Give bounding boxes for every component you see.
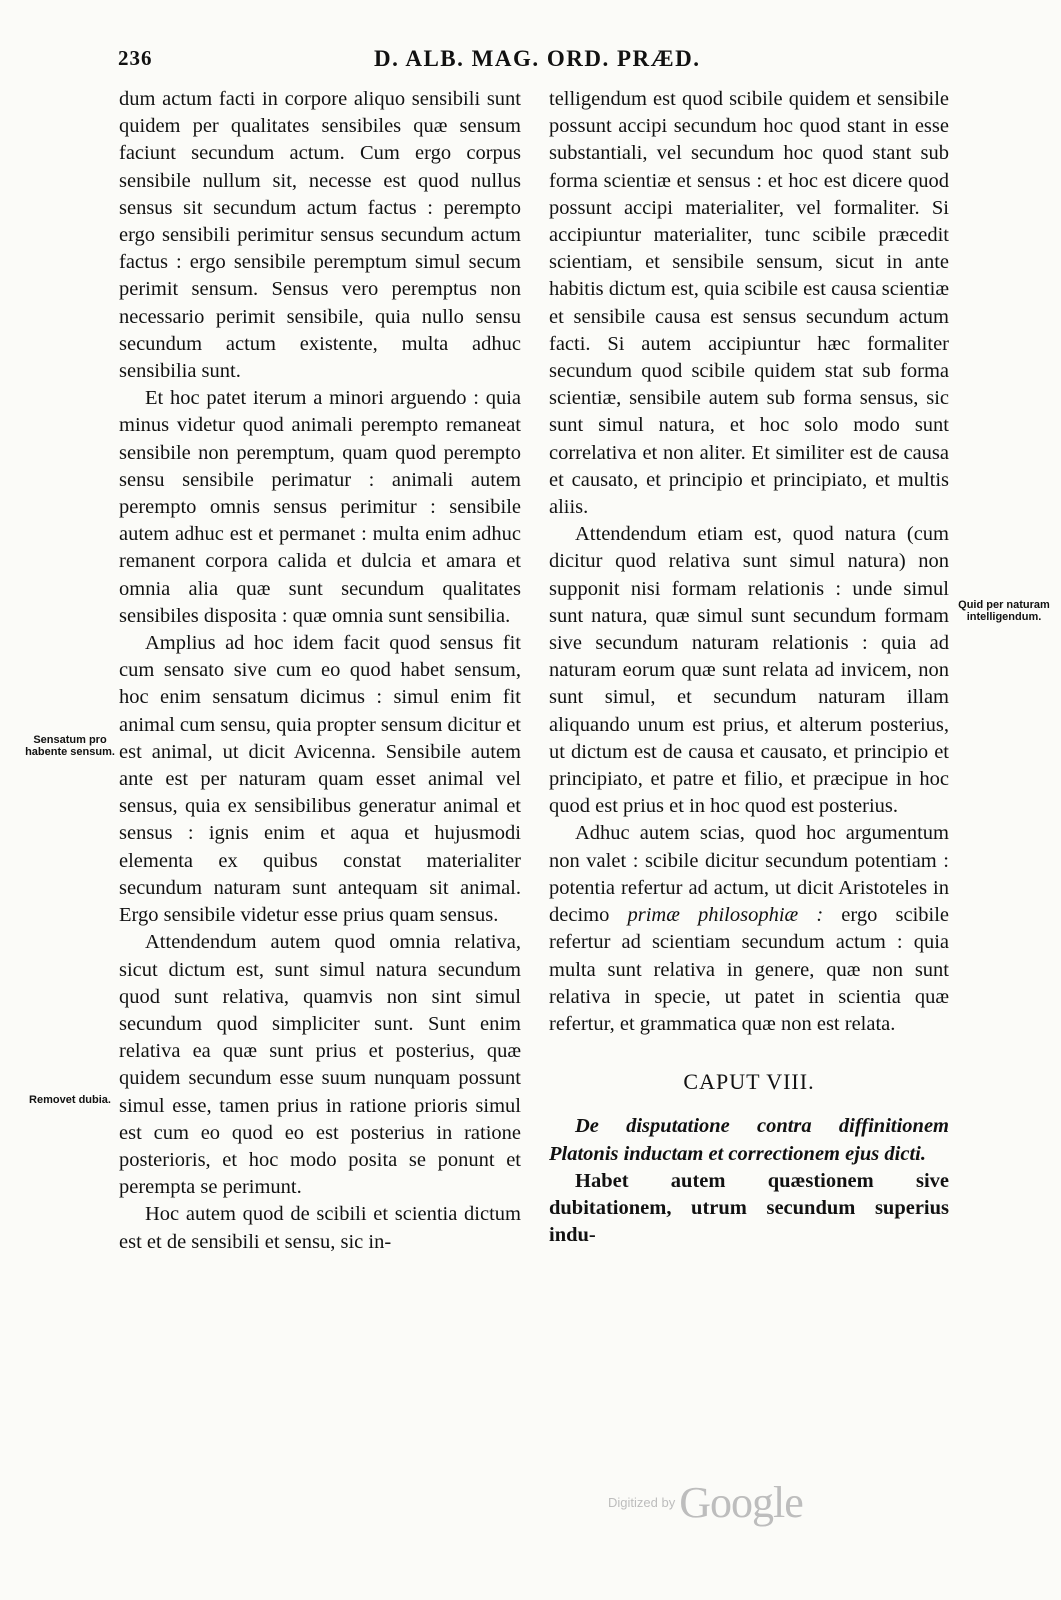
margin-note-sensatum: Sensatum pro habente sensum. xyxy=(25,734,115,758)
left-column xyxy=(119,86,521,1256)
right-paragraph-3-text-b: ergo scibile refertur ad scientiam secundum actum : quia multa sunt relativa in genere, quæ non sunt relativa in specie, ut patet in scientia quæ refertur, et grammatica quæ non est relata. xyxy=(549,904,949,1035)
google-logo: Google xyxy=(679,1478,803,1527)
margin-note-quid: Quid per naturam intelligendum. xyxy=(958,599,1050,623)
right-paragraph-3-italic: primæ philosophiæ : xyxy=(627,904,824,927)
page-number: 236 xyxy=(118,46,153,70)
left-paragraph-5: Hoc autem quod de scibili et scientia dictum est et de sensibili et sensu, sic in- xyxy=(119,1203,521,1253)
right-paragraph-3 xyxy=(549,820,949,1038)
right-paragraph-1: telligendum est quod scibile quidem et sensibile possunt accipi secundum hoc quod stant in esse substantiali, vel secundum hoc quod stant sub forma scientiæ et sensus : et hoc est dicere quod possunt accipi materialiter, vel formaliter. Si accipiuntur materialiter, tunc scibile præcedit scientiam, et sensibile sensum, sicut in ante habitis dictum est, quia scibile est causa scientiæ et sensibile causa est sensus secundum actum facti. Si autem accipiuntur hæc formaliter secundum quod scibile quidem stat sub forma scientiæ, sensibile autem sub forma sensus, sic sunt simul natura, et hoc solo modo sunt correlativa et non aliter. Et similiter est de causa et causato, et principio et principiato, et multis aliis. xyxy=(549,88,949,519)
chapter-subtitle: De disputatione contra diffinitionem Platonis inductam et correctionem ejus dicti. xyxy=(549,1115,949,1165)
page-header xyxy=(0,46,1061,78)
right-paragraph-2: Attendendum etiam est, quod natura (cum dicitur quod relativa sunt simul natura) non supponit nisi formam relationis : unde simul sunt natura, quæ simul sunt secundum formam sive secundum naturam relationis : quia ad naturam eorum quæ sunt relata ad invicem, non sunt simul, et secundum naturam illam aliquando unum est prius, et alterum posterius, ut dictum est de causa et causato, et principio et principiato, et patre et filio, et præcipue in hoc quod est prius et in hoc quod est posterius. xyxy=(549,523,949,818)
digitized-footer xyxy=(608,1477,803,1528)
chapter-heading: CAPUT VIII. xyxy=(683,1069,815,1095)
running-head: D. ALB. MAG. ORD. PRÆD. xyxy=(374,46,701,71)
digitized-label: Digitized by xyxy=(608,1495,676,1510)
right-column xyxy=(549,86,949,1249)
left-paragraph-1: dum actum facti in corpore aliquo sensibili sunt quidem per qualitates sensibiles quæ sensum faciunt secundum actum. Cum ergo corpus sensibile nullum sit, necesse est quod nullus sensus sit secundum actum factus : perempto ergo sensibili perimitur sensus secundum actum factus : ergo sensibile peremptum simul secum perimit sensum. Sensus vero peremptus non necessario perimit sensibile, quia nullo sensu secundum actum existente, multa adhuc sensibilia sunt. xyxy=(119,88,521,383)
right-paragraph-3-text-a: Adhuc autem scias, quod hoc argumentum non valet : scibile dicitur secundum potentiam : potentia refertur ad actum, ut dicit Aristoteles in decimo xyxy=(549,822,949,927)
left-paragraph-3: Amplius ad hoc idem facit quod sensus fit cum sensato sive cum eo quod habet sensum, hoc enim sensatum dicimus : simul enim fit animal cum sensu, quia propter sensum dicitur et est animal, ut dicit Avicenna. Sensibile autem ante est per naturam quam esset animal vel sensus, quia ex sensibilibus generatur animal et sensus : ignis enim et aqua et hujusmodi elementa ex quibus constat materialiter secundum naturam sunt antequam sit animal. Ergo sensibile videtur esse prius quam sensus. xyxy=(119,632,521,927)
left-paragraph-2: Et hoc patet iterum a minori arguendo : quia minus videtur quod animali perempto remaneat sensibile non peremptum, quam quod perempto sensu sensibile perimatur : animali autem perempto omnis sensus perimitur : sensibile autem adhuc est et permanet : multa enim adhuc remanent corpora calida et dulcia et amara et omnia alia quæ sunt secundum qualitates sensibiles disposita : quæ omnia sunt sensibilia. xyxy=(119,387,521,627)
left-paragraph-4: Attendendum autem quod omnia relativa, sicut dictum est, sunt simul natura secundum quod sunt relativa, quamvis non sint simul secundum quod simpliciter sunt. Sunt enim relativa ea quæ sunt prius et posterius, quæ quidem secundum esse suum nunquam possunt simul esse, tamen prius in ratione prioris simul est cum eo quod eo est posterius in ratione posterioris, et hoc modo posita se ponunt et perempta se perimunt. xyxy=(119,931,521,1199)
right-paragraph-4: Habet autem quæstionem sive dubitationem, utrum secundum superius indu- xyxy=(549,1169,949,1247)
margin-note-removet: Removet dubia. xyxy=(29,1094,111,1106)
